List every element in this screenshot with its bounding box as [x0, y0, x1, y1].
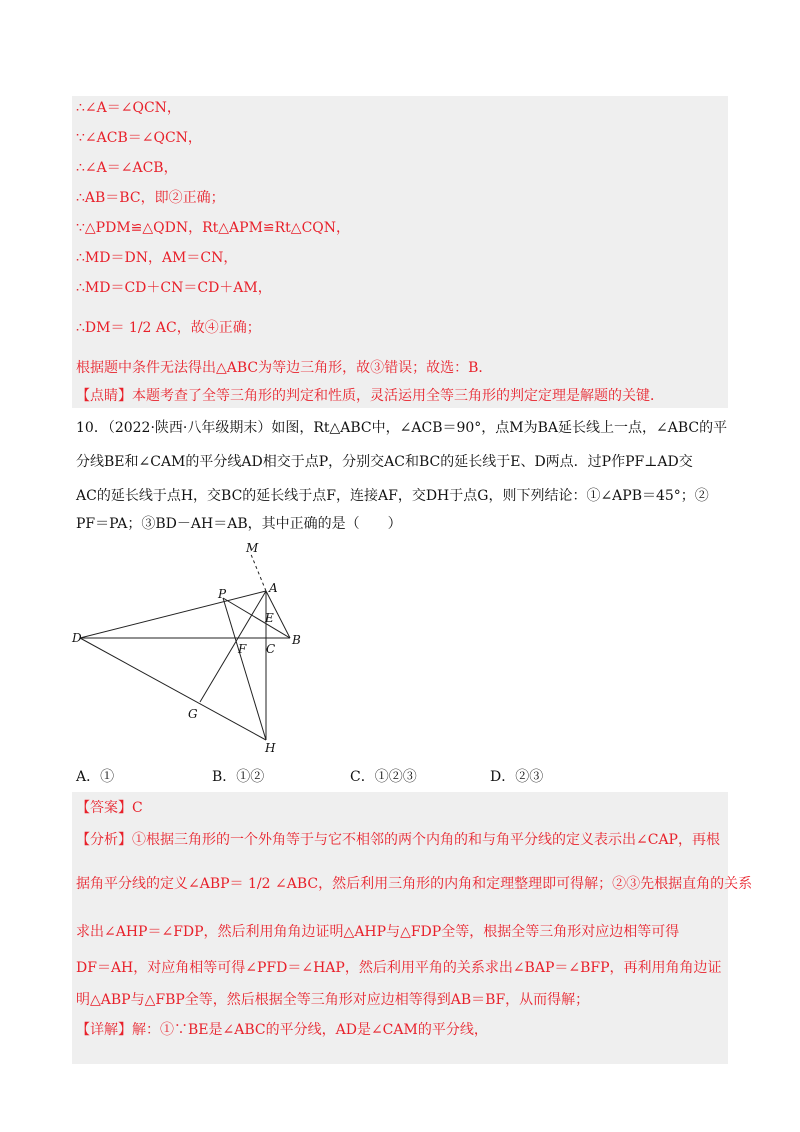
- detail-line: 【详解】解：①∵BE是∠ABC的平分线，AD是∠CAM的平分线，: [76, 1022, 488, 1038]
- solution-line: ∴∠A＝∠QCN，: [76, 100, 181, 116]
- analysis-line: 求出∠AHP＝∠FDP，然后利用角角边证明△AHP与△FDP全等，根据全等三角形对应边相等可得: [76, 924, 680, 940]
- question-line: AC的延长线于点H，交BC的延长线于点F，连接AF，交DH于点G，则下列结论：①∠APB＝45°；②: [76, 488, 709, 504]
- solution-line: ∴MD＝CD＋CN＝CD＋AM，: [76, 280, 272, 296]
- label-D: D: [72, 631, 82, 645]
- solution-line: ∴MD＝DN，AM＝CN，: [76, 250, 238, 266]
- label-B: B: [292, 633, 301, 647]
- question-line: 分线BE和∠CAM的平分线AD相交于点P，分别交AC和BC的延长线于E、D两点．过P作PF⊥AD交: [76, 454, 693, 470]
- analysis-line: 【分析】①根据三角形的一个外角等于与它不相邻的两个内角的和与角平分线的定义表示出∠CAP，再根: [76, 832, 720, 848]
- geometry-figure: [60, 540, 320, 760]
- option-c[interactable]: C．①②③: [350, 769, 417, 785]
- label-G: G: [188, 707, 198, 721]
- analysis-line: DF＝AH，对应角相等可得∠PFD＝∠HAP，然后利用平角的关系求出∠BAP＝∠BFP，再利用角角边证: [76, 960, 722, 976]
- answer-line: 【答案】C: [76, 800, 143, 816]
- label-M: M: [246, 541, 259, 555]
- solution-note: 【点睛】本题考查了全等三角形的判定和性质，灵活运用全等三角形的判定定理是解题的关键．: [76, 388, 664, 404]
- segment-AG: [200, 591, 266, 702]
- label-C: C: [266, 642, 276, 656]
- solution-line: ∵△PDM≌△QDN，Rt△APM≌Rt△CQN，: [76, 220, 351, 236]
- solution-line: ∵∠ACB＝∠QCN，: [76, 130, 202, 146]
- segment-AM: [250, 552, 266, 591]
- label-F: F: [238, 642, 247, 656]
- analysis-line: 据角平分线的定义∠ABP＝ 1/2 ∠ABC，然后利用三角形的内角和定理整理即可得解；②③先根据直角的关系: [76, 876, 753, 892]
- label-E: E: [265, 611, 274, 625]
- option-b[interactable]: B．①②: [212, 769, 265, 785]
- solution-line: ∴DM＝ 1/2 AC，故④正确；: [76, 320, 261, 336]
- label-H: H: [265, 741, 276, 755]
- solution-line: ∴AB＝BC，即②正确；: [76, 190, 225, 206]
- analysis-line: 明△ABP与△FBP全等，然后根据全等三角形对应边相等得到AB＝BF，从而得解；: [76, 992, 590, 1008]
- solution-line: ∴∠A＝∠ACB，: [76, 160, 178, 176]
- label-A: A: [269, 581, 278, 595]
- solution-line: 根据题中条件无法得出△ABC为等边三角形，故③错误；故选：B．: [76, 360, 493, 376]
- option-d[interactable]: D．②③: [490, 769, 544, 785]
- label-P: P: [218, 587, 227, 601]
- option-a[interactable]: A．①: [76, 769, 115, 785]
- segment-DA: [80, 591, 266, 638]
- question-line: PF＝PA；③BD－AH＝AB，其中正确的是（ ）: [76, 516, 402, 532]
- question-line: 10．（2022·陕西·八年级期末）如图，Rt△ABC中，∠ACB＝90°，点M为BA延长线上一点，∠ABC的平: [76, 420, 728, 436]
